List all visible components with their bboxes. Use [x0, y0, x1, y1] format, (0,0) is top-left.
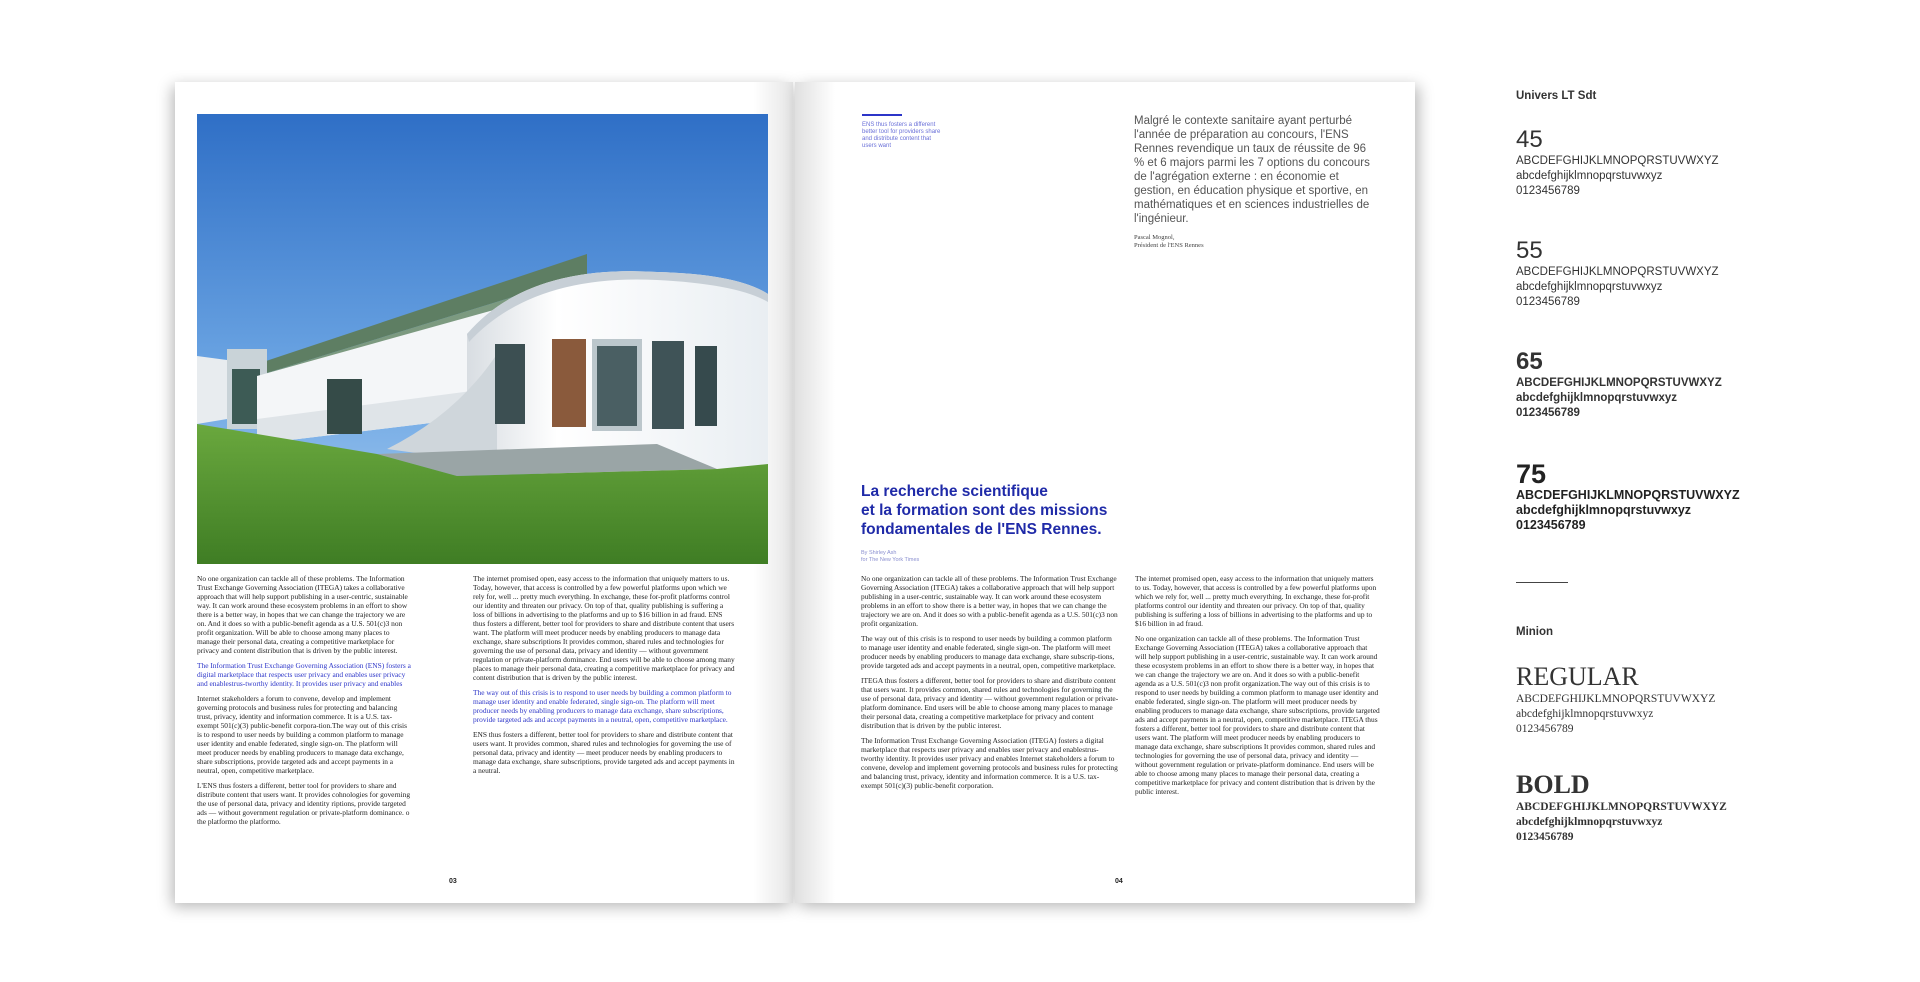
lowercase-set: abcdefghijklmnopqrstuvwxyz [1516, 392, 1678, 404]
side-note: ENS thus fosters a different better tool for providers share and distribute content that users want [862, 122, 941, 149]
byline-source: for The New York Times [861, 557, 920, 563]
left-page [175, 82, 793, 903]
digits-set: 0123456789 [1516, 518, 1586, 532]
gutter-shadow [795, 82, 835, 903]
paragraph: The internet promised open, easy access to the information that uniquely matters to us. Today, however, that access is controlled by a few powerful platforms upon which we rely for, well ... pretty much everything. In exchange, these for-profit platforms control our identity and threaten our privacy. On top of that, quality publishing is suffering a loss of billions in advertising to the platforms and up to $16 billion in ad fraud. [1135, 574, 1377, 628]
accent-rule [862, 114, 902, 116]
paragraph: The Information Trust Exchange Governing Association (ITEGA) fosters a digital marketplace that respects user privacy and enables user privacy and enablestrus-tworthy identity. It provides user privacy and enables Internet stakeholders a forum to convene, develop and implement governing protocols and business rules for protecting and balancing trust, privacy, identity and information commerce. It is a U.S. tax-exempt 501(c)(3) public-benefit corporation. [861, 736, 1118, 790]
lowercase-set: abcdefghijklmnopqrstuvwxyz [1516, 503, 1692, 517]
headline-line: La recherche scientifique [861, 483, 1048, 500]
highlight-paragraph: The Information Trust Exchange Governing Association (ENS) fosters a digital marketplace that respects user privacy and enables user privacy and enablestrus-tworthy identity. It provides user privacy and enables [197, 661, 411, 688]
weight-number: 75 [1516, 459, 1547, 489]
uppercase-set: ABCDEFGHIJKLMNOPQRSTUVWXYZ [1516, 155, 1719, 167]
paragraph: The internet promised open, easy access to the information that uniquely matters to us. Today, however, that access is controlled by a few powerful platforms upon which we rely for, well ... pretty much everything. In exchange, these for-profit platforms control our identity and threaten our privacy. On top of that, quality publishing is suffering a loss of billions in advertising to the platforms and up to $16 billion in ad fraud. ENS thus fosters a different, better tool for providers to share and distribute content that users want. The platform will meet producer needs by enabling producers to manage data exchange, share subscriptions It provides common, shared rules and technologies for governing the use of personal data, privacy and identity — without government regulation or private-platform dominance. End users will be able to choose among many places to manage their personal data, creating a competitive marketplace for privacy and content distribution that is driven by the public interest. [473, 574, 735, 682]
paragraph: ITEGA thus fosters a different, better tool for providers to share and distribute content that users want. It provides common, shared rules and technologies for governing the use of personal data, privacy and identity — without government regulation or private-platform dominance. End users will be able to choose among many places to manage their personal data, creating a competitive marketplace for privacy and content distribution that is driven by the public interest. [861, 676, 1119, 730]
style-name: BOLD [1516, 770, 1590, 799]
lowercase-set: abcdefghijklmnopqrstuvwxyz [1516, 816, 1663, 828]
page-number: 03 [449, 878, 457, 885]
uppercase-set: ABCDEFGHIJKLMNOPQRSTUVWXYZ [1516, 266, 1719, 278]
paragraph: No one organization can tackle all of these problems. The Information Trust Exchange Governing Association (ITEGA) takes a collaborative approach that will help support publishing in a user-centric, sustainable way. It can work around these ecosystem problems in an effort to show there is a better way, in hopes that we can change the trajectory we are on. And it does so with a public-benefit agenda as a U.S. 501(c)3 non profit organization. [861, 574, 1118, 628]
style-name: REGULAR [1516, 662, 1639, 691]
byline-author: By Shirley Ash [861, 550, 897, 556]
lowercase-set: abcdefghijklmnopqrstuvwxyz [1516, 708, 1654, 720]
uppercase-set: ABCDEFGHIJKLMNOPQRSTUVWXYZ [1516, 693, 1716, 705]
paragraph: No one organization can tackle all of these problems. The Information Trust Exchange Governing Association (ITEGA) takes a collaborative approach that will help support publishing in a user-centric, sustainable way. It can work around these ecosystem problems in an effort to show there is a better way, in hopes that we can change the trajectory we are on. And it does so with a public-benefit agenda as a U.S. 501(c)3 non profit organization. Will be able to choose among many places to manage their personal data, creating a competitive marketplace for privacy and content distribution that is driven by the public interest. [197, 574, 408, 655]
paragraph: The way out of this crisis is to respond to user needs by building a common platform to manage user identity and enable federated, single sign-on. The platform will meet producer needs by enabling producers to manage data exchange, share subscrip-tions, provide targeted ads and accept payments in a neutral, open, competitive marketplace. [861, 634, 1116, 670]
univers-title: Univers LT Sdt [1516, 90, 1597, 102]
minion-title: Minion [1516, 626, 1554, 638]
minion-bold [1516, 770, 1727, 845]
paragraph: ENS thus fosters a different, better tool for providers to share and distribute content that users want. It provides common, shared rules and technologies for governing the use of personal data, privacy and identity — meet producer needs by enabling producers to manage data exchange, share subscriptions, provide targeted ads and accept payments in a neutral. [473, 730, 735, 775]
weight-55 [1516, 237, 1719, 310]
paragraph: No one organization can tackle all of these problems. The Information Trust Exchange Governing Association (ITEGA) takes a collaborative approach that will help support publishing in a user-centric, sustainable way. It can work around these ecosystem problems in an effort to show there is a better way, in hopes that we can change the trajectory we are on. And it does so with a public-benefit agenda as a U.S. 501(c)3 non profit organization.The way out of this crisis is to respond to user needs by building a common platform to manage user identity and enable federated, single sign-on. The platform will meet producer needs by enabling producers to manage data exchange, share subscriptions, provide targeted ads and accept payments in a neutral, open, competitive marketplace. ITEGA thus fosters a different, better tool for providers to share and distribute content that users want. The platform will meet producer needs by enabling producers to manage data exchange, share subscriptions It provides common, shared rules and technologies for governing the use of personal data, privacy and identity — without government regulation or private-platform dominance. End users will be able to choose among many places to manage their personal data, creating a competitive marketplace for privacy and content distribution that is driven by the public interest. [1135, 634, 1380, 796]
weight-number: 55 [1516, 237, 1543, 264]
article-headline [861, 482, 1191, 539]
weight-number: 45 [1516, 126, 1543, 153]
digits-set: 0123456789 [1516, 296, 1580, 308]
uppercase-set: ABCDEFGHIJKLMNOPQRSTUVWXYZ [1516, 801, 1727, 813]
quote-author-role: Président de l'ENS Rennes [1134, 242, 1204, 249]
digits-set: 0123456789 [1516, 185, 1580, 197]
digits-set: 0123456789 [1516, 831, 1574, 843]
pull-quote: Malgré le contexte sanitaire ayant perturbé l'année de préparation au concours, l'ENS Rennes revendique un taux de réussite de 96 % et 6 majors parmi les 7 options du concours de l'agrégation externe : en économie et gestion, en éducation physique et sportive, en mathématiques et en sciences industrielles de l'ingénieur. [1134, 115, 1370, 225]
headline-line: fondamentales de l'ENS Rennes. [861, 521, 1102, 538]
lowercase-set: abcdefghijklmnopqrstuvwxyz [1516, 281, 1663, 293]
highlight-paragraph: The way out of this crisis is to respond to user needs by building a common platform to manage user identity and enable federated, single sign-on. The platform will meet producer needs by enabling producers to manage data exchange, share subscriptions, provide targeted ads and accept payments in a neutral, open, competitive marketplace. [473, 688, 732, 724]
building-photo [197, 114, 768, 564]
left-body-col2 [473, 574, 735, 781]
weight-75 [1516, 460, 1740, 533]
quote-author-name: Pascal Mognol, [1134, 234, 1175, 241]
right-body-col2 [1135, 574, 1380, 802]
paragraph: Internet stakeholders a forum to convene, develop and implement governing protocols and business rules for protecting and balancing trust, privacy, identity and information commerce. It is a U.S. tax-exempt 501(c)(3) public-benefit corpora-tion.The way out of this crisis is to respond to user needs by building a common platform to manage user identity and enable federated, single sign-on. The platform will meet producer needs by enabling producers to manage data exchange, share subscriptions, provide targeted ads and accept payments in a neutral, open, competitive marketplace. [197, 694, 407, 775]
right-body-col1 [861, 574, 1119, 796]
headline-line: et la formation sont des missions [861, 502, 1108, 519]
weight-65 [1516, 348, 1722, 421]
byline [861, 550, 919, 564]
uppercase-set: ABCDEFGHIJKLMNOPQRSTUVWXYZ [1516, 377, 1722, 389]
left-body-col1 [197, 574, 412, 832]
paragraph: L'ENS thus fosters a different, better tool for providers to share and distribute content that users want. It provides cohnologies for governing the use of personal data, privacy and identity riptions, provide targeted ads — without government regulation or private-platform dominance. o the platformo the platformo. [197, 781, 411, 826]
uppercase-set: ABCDEFGHIJKLMNOPQRSTUVWXYZ [1516, 488, 1740, 502]
weight-45 [1516, 126, 1719, 199]
digits-set: 0123456789 [1516, 407, 1580, 419]
digits-set: 0123456789 [1516, 723, 1574, 735]
page-number: 04 [1115, 878, 1123, 885]
right-page [795, 82, 1415, 903]
section-divider [1516, 582, 1568, 583]
minion-regular [1516, 662, 1715, 737]
weight-number: 65 [1516, 348, 1543, 375]
quote-author [1134, 234, 1204, 250]
lowercase-set: abcdefghijklmnopqrstuvwxyz [1516, 170, 1663, 182]
